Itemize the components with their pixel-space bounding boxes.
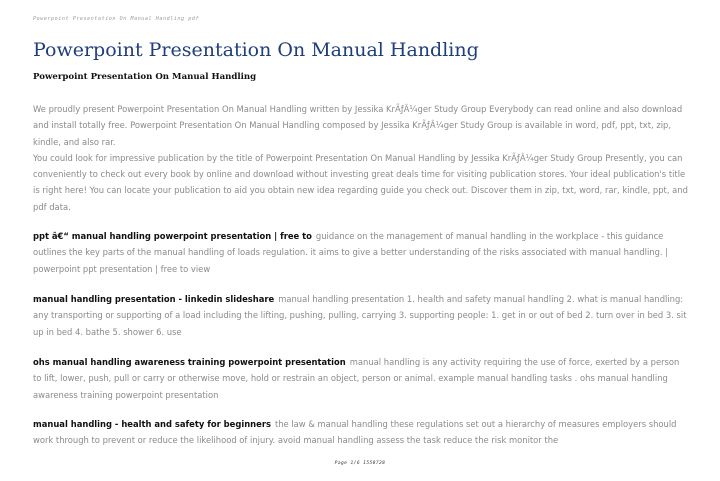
result-entry [33, 416, 689, 449]
page-subtitle: Powerpoint Presentation On Manual Handling [33, 72, 257, 82]
intro-paragraph: We proudly present Powerpoint Presentation On Manual Handling written by Jessika KrÃƒÂ¼ger Study Group Everybody can read online and also download and install totally free. Powerpoint Presentation On Manual Handling composed by Jessika KrÃƒÂ¼ger Study Group is available in word, pdf, ppt, txt, zip, kindle, and also rar. You could look for impressive publication by the title of Powerpoint Presentation On Manual Handling by Jessika KrÃƒÂ¼ger Study Group Presently, you can conveniently to check out every book by online and download without investing great deals time for visiting publication stores. Your ideal publication's title is right here! You can locate your publication to aid you obtain new idea regarding guide you check out. Discover them in zip, txt, word, rar, kindle, ppt, and pdf data. [33, 104, 688, 212]
result-entry [33, 228, 689, 277]
entry-body: guidance on the management of manual handling in the workplace - this guidance outlines the key parts of the manual handling of loads regulation. it aims to give a better understanding of the risks associated with manual handling. | powerpoint ppt presentation | free to view [33, 231, 669, 274]
entry-heading: manual handling - health and safety for beginners [33, 419, 271, 429]
running-header: Powerpoint Presentation On Manual Handling pdf [33, 16, 200, 22]
entry-body: manual handling is any activity requiring the use of force, exerted by a person to lift, lower, push, pull or carry or otherwise move, hold or restrain an object, person or animal. example manual handling tasks . ohs manual handling awareness training powerpoint presentation [33, 357, 680, 400]
page-footer: Page 1/6 1550728 [334, 461, 386, 466]
entry-heading: manual handling presentation - linkedin slideshare [33, 294, 275, 304]
entry-heading: ohs manual handling awareness training powerpoint presentation [33, 357, 346, 367]
page-title: Powerpoint Presentation On Manual Handling [33, 39, 479, 61]
result-entry [33, 291, 689, 340]
entry-body: the law & manual handling these regulations set out a hierarchy of measures employers should work through to prevent or reduce the likelihood of injury. avoid manual handling assess the task reduce the risk monitor the [33, 419, 677, 446]
entry-body: manual handling presentation 1. health and safety manual handling 2. what is manual handling: any transporting or supporting of a load including the lifting, pushing, pulling, carrying 3. supporting people: 1. get in or out of bed 2. turn over in bed 3. sit up in bed 4. bathe 5. shower 6. use [33, 294, 687, 337]
entry-heading: ppt â€“ manual handling powerpoint presentation | free to [33, 231, 312, 241]
result-entry [33, 354, 689, 403]
